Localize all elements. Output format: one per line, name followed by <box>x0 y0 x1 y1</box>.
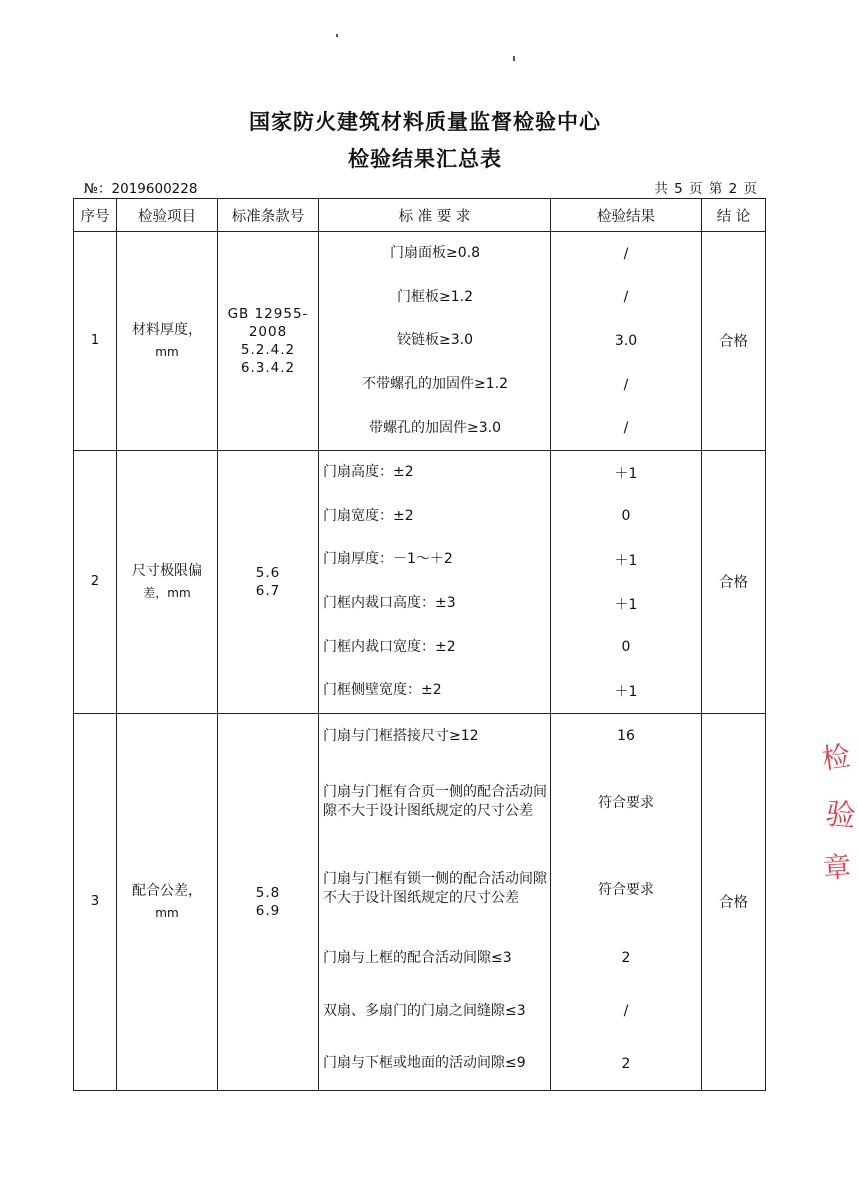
clause-line: GB 12955- <box>227 305 309 322</box>
row-verdict: 合格 <box>702 232 766 451</box>
requirement-item: 门扇与上框的配合活动间隙≤3 <box>323 949 512 966</box>
requirement-item: 门框内裁口宽度：±2 <box>323 638 456 655</box>
requirement-item: 门扇高度：±2 <box>323 464 414 481</box>
row-seq: 1 <box>74 232 117 451</box>
seal-char: 章 <box>821 850 853 885</box>
clause-line: 5.6 <box>255 564 281 581</box>
report-number: №：2019600228 <box>84 181 198 197</box>
requirement-item: 铰链板≥3.0 <box>397 332 473 349</box>
table-header-row <box>74 199 766 232</box>
col-header-clause: 标准条款号 <box>218 199 319 232</box>
requirement-item: 门扇与下框或地面的活动间隙≤9 <box>323 1055 526 1072</box>
col-header-result: 检验结果 <box>551 199 702 232</box>
row-item-unit: mm <box>155 905 179 920</box>
result-item: 2 <box>621 1055 631 1072</box>
result-item: 16 <box>617 728 635 745</box>
col-header-requirement: 标 准 要 求 <box>319 199 551 232</box>
requirement-item: 带螺孔的加固件≥3.0 <box>369 419 501 436</box>
row-item-label: 配合公差， <box>132 882 202 899</box>
row-item-label: 材料厚度， <box>132 321 202 338</box>
row-verdict: 合格 <box>702 450 766 713</box>
clause-line: 6.3.4.2 <box>240 359 296 376</box>
row-item <box>117 713 218 1090</box>
requirement-item: 不带螺孔的加固件≥1.2 <box>362 376 508 393</box>
col-header-seq: 序号 <box>74 199 117 232</box>
result-item: 符合要求 <box>598 795 654 812</box>
row-clause <box>218 450 319 713</box>
row-verdict: 合格 <box>702 713 766 1090</box>
result-item: / <box>623 289 629 306</box>
result-item: 0 <box>621 508 631 525</box>
requirement-item: 门扇与门框有合页一侧的配合活动间隙不大于设计图纸规定的尺寸公差 <box>323 784 547 820</box>
result-item: ＋1 <box>614 683 638 700</box>
row-seq: 3 <box>74 713 117 1090</box>
row-item <box>117 450 218 713</box>
result-item: ＋1 <box>614 465 638 482</box>
result-item: 符合要求 <box>598 882 654 899</box>
result-item: 2 <box>621 950 631 967</box>
clause-line: 6.9 <box>255 902 281 919</box>
seal-char: 验 <box>823 796 858 835</box>
row-requirements <box>319 713 551 1090</box>
table-row <box>74 450 766 713</box>
row-results <box>551 232 702 451</box>
row-clause <box>218 713 319 1090</box>
page-indicator: 共 5 页 第 2 页 <box>654 181 758 197</box>
result-item: ＋1 <box>614 552 638 569</box>
row-clause <box>218 232 319 451</box>
requirement-item: 门扇宽度：±2 <box>323 507 414 524</box>
scan-speck <box>513 56 515 61</box>
document-title: 国家防火建筑材料质量监督检验中心 <box>249 110 601 134</box>
row-item-label: 尺寸极限偏 <box>132 562 202 579</box>
result-item: 3.0 <box>614 332 638 349</box>
clause-line: 6.7 <box>255 582 281 599</box>
requirement-item: 门框板≥1.2 <box>397 288 473 305</box>
clause-line: 5.2.4.2 <box>240 341 296 358</box>
clause-line: 2008 <box>248 323 288 340</box>
seal-char: 检 <box>820 739 853 776</box>
requirement-item: 门框侧壁宽度：±2 <box>323 682 442 699</box>
requirement-item: 门扇厚度：－1～＋2 <box>323 551 453 568</box>
row-results <box>551 450 702 713</box>
table-row <box>74 232 766 451</box>
result-item: / <box>623 245 629 262</box>
row-item-unit: 差，mm <box>143 585 191 600</box>
row-results <box>551 713 702 1090</box>
result-item: / <box>623 376 629 393</box>
document-subtitle: 检验结果汇总表 <box>348 147 502 171</box>
requirement-item: 门扇面板≥0.8 <box>390 245 480 262</box>
requirement-item: 双扇、多扇门的门扇之间缝隙≤3 <box>323 1002 526 1019</box>
clause-line: 5.8 <box>255 884 281 901</box>
requirement-item: 门扇与门框搭接尺寸≥12 <box>323 727 479 744</box>
result-item: 0 <box>621 639 631 656</box>
row-requirements <box>319 232 551 451</box>
col-header-verdict: 结 论 <box>702 199 766 232</box>
result-item: ＋1 <box>614 596 638 613</box>
row-requirements <box>319 450 551 713</box>
table-row <box>74 713 766 1090</box>
row-seq: 2 <box>74 450 117 713</box>
results-table <box>73 198 766 1091</box>
scan-speck <box>336 34 338 37</box>
requirement-item: 门扇与门框有锁一侧的配合活动间隙不大于设计图纸规定的尺寸公差 <box>323 871 547 907</box>
col-header-item: 检验项目 <box>117 199 218 232</box>
requirement-item: 门框内裁口高度：±3 <box>323 595 456 612</box>
row-item <box>117 232 218 451</box>
row-item-unit: mm <box>155 344 179 359</box>
result-item: / <box>623 420 629 437</box>
result-item: / <box>623 1003 629 1020</box>
